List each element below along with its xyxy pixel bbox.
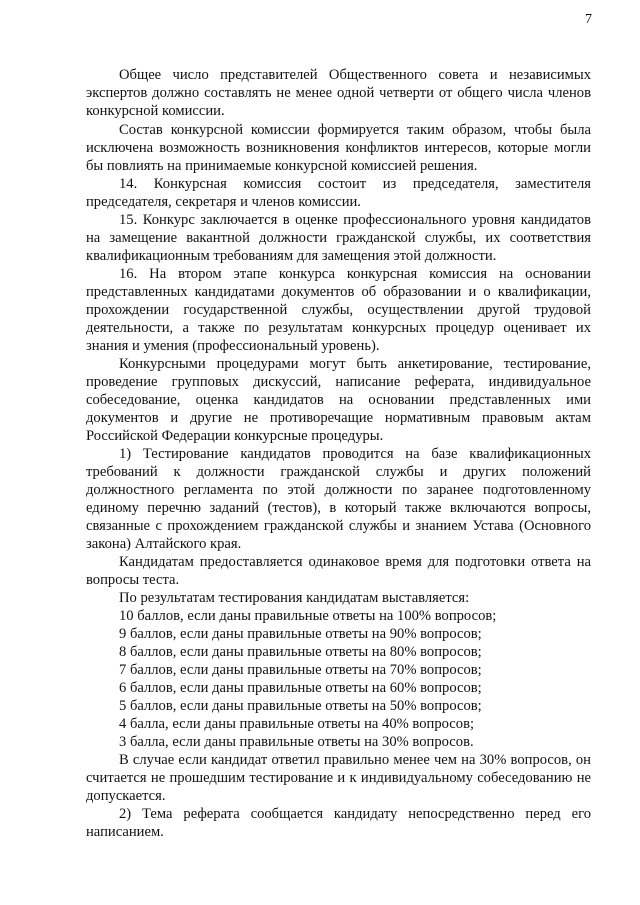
list-item: 4 балла, если даны правильные ответы на 40% вопросов; [119,716,475,732]
page-number: 7 [585,12,592,27]
paragraph: 14. Конкурсная комиссия состоит из председателя, заместителя председателя, секретаря и членов комиссии. [86,176,591,210]
list-item: 10 баллов, если даны правильные ответы на 100% вопросов; [119,608,497,624]
list-item: 9 баллов, если даны правильные ответы на 90% вопросов; [119,626,482,642]
list-item: 5 баллов, если даны правильные ответы на 50% вопросов; [119,698,482,714]
list-item: 7 баллов, если даны правильные ответы на 70% вопросов; [119,662,482,678]
paragraph: Состав конкурсной комиссии формируется таким образом, чтобы была исключена возможность возникновения конфликтов интересов, которые могли бы повлиять на принимаемые конкурсной комиссией решения. [86,122,591,174]
document-body [86,66,591,841]
list-item: По результатам тестирования кандидатам выставляется: [119,590,470,606]
paragraph: Общее число представителей Общественного совета и независимых экспертов должно составлять не менее одной четверти от общего числа членов конкурсной комиссии. [86,67,591,119]
paragraph: В случае если кандидат ответил правильно менее чем на 30% вопросов, он считается не прошедшим тестирование и к индивидуальному собеседованию не допускается. [86,752,591,804]
paragraph: 15. Конкурс заключается в оценке профессионального уровня кандидатов на замещение вакантной должности гражданской службы, их соответствия квалификационным требованиям для замещения этой должности. [86,212,591,264]
list-item: 6 баллов, если даны правильные ответы на 60% вопросов; [119,680,482,696]
paragraph: Кандидатам предоставляется одинаковое время для подготовки ответа на вопросы теста. [86,554,591,588]
list-item: 3 балла, если даны правильные ответы на 30% вопросов. [119,734,474,750]
paragraph: 16. На втором этапе конкурса конкурсная комиссия на основании представленных кандидатами документов об образовании и о квалификации, прохождении государственной службы, осуществлении другой трудовой деятельности, а также по результатам конкурсных процедур оценивает их знания и умения (профессиональный уровень). [86,266,591,354]
paragraph: Конкурсными процедурами могут быть анкетирование, тестирование, проведение групповых дискуссий, написание реферата, индивидуальное собеседование, оценка кандидатов на основании представленных ими документов и другие не противоречащие нормативным правовым актам Российской Федерации конкурсные процедуры. [86,356,591,444]
list-item: 8 баллов, если даны правильные ответы на 80% вопросов; [119,644,482,660]
paragraph: 1) Тестирование кандидатов проводится на базе квалификационных требований к должности гражданской службы и других положений должностного регламента по этой должности по заранее подготовленному единому перечню заданий (тестов), в который также включаются вопросы, связанные с прохождением гражданской службы и знанием Устава (Основного закона) Алтайского края. [86,446,591,552]
paragraph: 2) Тема реферата сообщается кандидату непосредственно перед его написанием. [86,806,591,840]
